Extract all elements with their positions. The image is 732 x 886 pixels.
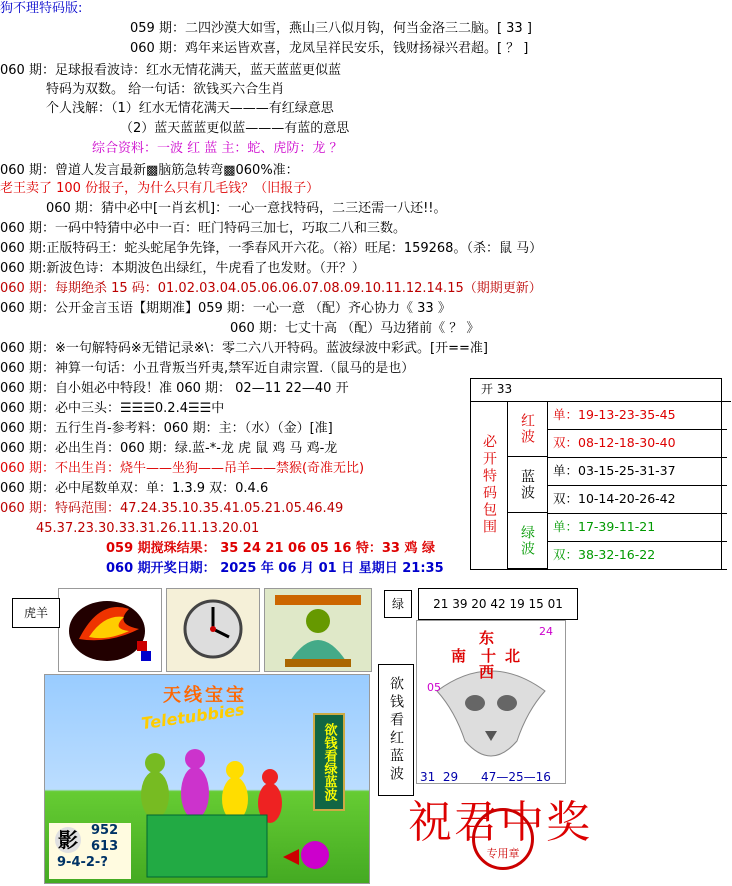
text-line: 060 期：特码范围：47.24.35.10.35.41.05.21.05.46.49 [0,501,344,516]
text-line: 060 期：自小姐必中特段！准 060 期： 02—11 22—40 开 [0,381,349,396]
special-number-table [470,378,722,570]
compass-south: 南 [451,647,467,665]
compass-west: 西 [479,663,495,681]
fire-bird-graphic [59,589,161,671]
group-label: 蓝波 [507,457,548,513]
buddha-graphic [265,589,371,671]
text-line: 060 期：必中尾数单双：单：1.3.9 双：0.4.6 [0,481,269,496]
buddha-image [264,588,372,672]
text-line: 059 期搅珠结果： 35 24 21 06 05 16 特：33 鸡 绿 [106,541,436,556]
text-line: 狗不理特码版: [0,1,83,16]
text-line: 060 期：鸡年来运皆欢喜，龙凤呈祥民安乐，钱财扬禄兴君超。[ ？ ] [130,41,529,56]
text-line: 060 期:正版特码王：蛇头蛇尾争先锋，一季春风开六花。（裕）旺尾：159268。（杀：鼠 马） [0,241,543,256]
table-cell: 单：03-15-25-31-37 [547,457,727,486]
group-label: 红波 [507,401,548,457]
teletubbies-subtitle: Teletubbies [140,699,246,734]
table-cell: 单：17-39-11-21 [547,513,727,542]
text-line: 060 期开奖日期： 2025 年 06 月 01 日 星期日 21:35 [106,561,444,576]
teletubbies-title: 天线宝宝 [163,685,247,706]
text-line: 45.37.23.30.33.31.26.11.13.20.01 [36,521,260,536]
skull-number-left: 05 [427,681,441,694]
compass-center: 十 [481,647,497,665]
table-cell: 双：38-32-16-22 [547,541,727,570]
text-line: 060 期：神算一句话：小丑背叛当歼夷,禁军近自肃宗置.（鼠马的是也） [0,361,415,376]
text-line: （2）蓝天蓝蓝更似蓝———有蓝的意思 [120,121,350,136]
text-line: 060 期：必中三头：☰☰☰0.2.4☰☰中 [0,401,225,416]
skull-number-top: 24 [539,625,553,638]
text-line: 060 期：七丈十高 （配）马边猪前《 ？ 》 [230,321,480,336]
text-line: 综合资料：一波 红 蓝 主：蛇、虎防：龙 ？ [92,141,343,156]
text-line: 060 期：不出生肖：烧牛——坐狗——吊羊——禁猴(奇准无比) [0,461,365,476]
table-side-label: 必开特码包围 [471,401,508,569]
blessing-text: 祝君中奖 [408,797,592,848]
nine-grid-row-2: 613 [91,839,119,854]
side-banner: 欲钱看绿蓝波 [313,713,345,811]
teletubbies-image [44,674,370,884]
tiger-sheep-callout: 虎羊 [12,598,60,628]
text-line: 060 期：一码中特猜中必中一百：旺门特码三加七，巧取二八和三数。 [0,221,406,236]
compass-north: 北 [505,647,521,665]
shadow-char: 影 [55,827,81,853]
text-line: 060 期：※一句解特码※无错记录※\：零二六八开特码。蓝波绿波中彩武。[开==准] [0,341,488,356]
table-cell: 单：19-13-23-35-45 [547,401,727,430]
text-line: 060 期：每期绝杀 15 码：01.02.03.04.05.06.06.07.08.09.10.11.12.14.15（期期更新） [0,281,542,296]
text-line: 老王卖了 100 份报子，为什么只有几毛钱？（旧报子） [0,181,320,196]
vertical-callout: 欲钱看红蓝波 [378,664,414,796]
table-cell: 双：08-12-18-30-40 [547,429,727,458]
bottom-numbers: 31 29 47—25—16 [420,770,551,784]
text-line: 060 期：五行生肖-参考料：060 期：主：（水）（金）[准] [0,421,333,436]
table-cell: 双：10-14-20-26-42 [547,485,727,514]
text-line: 059 期：二四沙漠大如雪，燕山三八似月钩，何当金洛三二脑。[ 33 ] [130,21,532,36]
green-callout: 绿 [384,590,412,618]
text-line: 060 期：足球报看波诗：红水无情花满天，蓝天蓝蓝更似蓝 [0,63,341,78]
nine-grid-row-1: 952 [91,823,119,838]
nine-grid-row-3: 9-4-2-? [57,855,108,870]
text-line: 060 期：公开金言玉语【期期准】059 期：一心一意 （配）齐心协力《 33 》 [0,301,451,316]
skull-compass-image [416,620,566,784]
fire-image [58,588,162,672]
stamp [472,808,534,870]
table-header: 开 33 [471,379,731,402]
text-line: 特码为双数。 给一句话：欲钱买六合生肖 [46,82,285,97]
text-line: 060 期：猜中必中[一肖玄机]：一心一意找特码，二三还需一八还!!。 [46,201,447,216]
compass-east: 东 [479,629,495,647]
numbers-callout: 21 39 20 42 19 15 01 [418,588,578,620]
text-line: 060 期：必出生肖：060 期：绿.蓝-*-龙 虎 鼠 鸡 马 鸡-龙 [0,441,338,456]
group-label: 绿波 [507,513,548,569]
text-line: 个人浅解：（1）红水无情花满天———有红绿意思 [46,101,334,116]
text-line: 060 期:新波色诗：本期波色出绿红，牛虎看了也发财。（开？） [0,261,365,276]
clock-image [166,588,260,672]
stamp-text: 专用章 [486,847,520,860]
clock-graphic [167,589,259,671]
text-line: 060 期：曾道人发言最新▩脑筋急转弯▩060%准： [0,163,299,178]
